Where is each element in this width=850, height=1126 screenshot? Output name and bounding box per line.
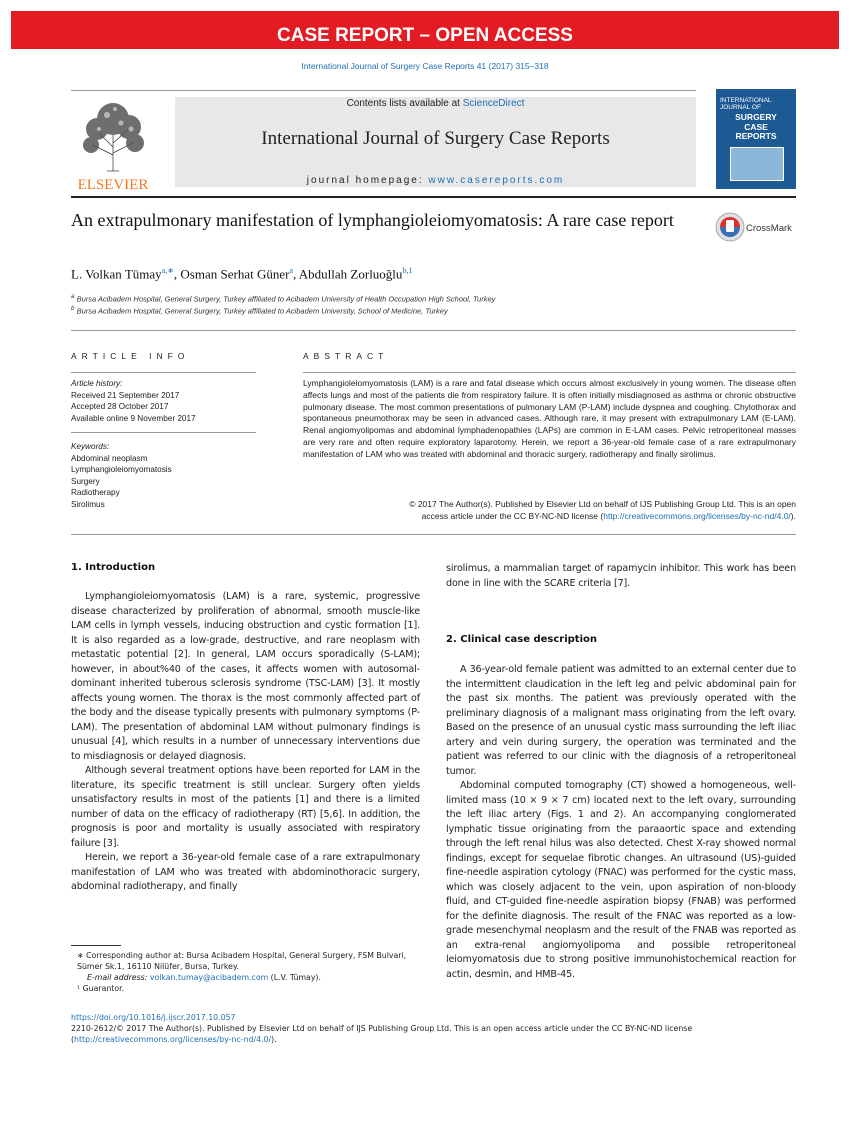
journal-title[interactable]: International Journal of Surgery Case Reports <box>261 128 610 149</box>
email-link[interactable]: volkan.tumay@acibadem.com <box>149 973 269 982</box>
footer-license-link[interactable]: http://creativecommons.org/licenses/by-nc-nd/4.0/ <box>74 1035 272 1044</box>
history-item: Received 21 September 2017 <box>71 390 180 400</box>
email-suffix: (L.V. Tümay). <box>268 973 321 982</box>
author-name[interactable]: Osman Serhat Güner <box>180 266 290 282</box>
affiliation-text: Bursa Acibadem Hospital, General Surgery, Turkey affiliated to Acibadem University, School of Medicine, Turkey <box>76 306 448 316</box>
author-affiliation-mark[interactable]: b,1 <box>402 266 413 275</box>
crossmark-badge[interactable] <box>715 212 799 242</box>
intro-continued <box>446 562 796 591</box>
paragraph: Abdominal computed tomography (CT) showed a homogeneous, well-limited mass (10 × 9 × 7 cm) located next to the left ovary, surrounding the left iliac artery (Figs. 1 and 2). An accompanying conglomerated lymphatic tissue originating from the paraaortic space and extending through the left renal hilus was also detected. Chest X-ray showed normal findings, except for sequelae fibrotic changes. An ultrasound (US)-guided fine-needle aspiration cytology (FNAC) was performed for the cystic mass, which was closely adjacent to the vein, upon aspiration of non-bloody fluid, and CT-guided fine-needle aspiration biopsy (FNAB) was performed for the definite diagnosis. The result of the FNAC was reported as a low-grade mesenchymal neoplasm and the result of the FNAB was reported as an extra-renal angiomyolipoma and possible retroperitoneal leiomyomatosis due to strong positive immunohistochemical reaction for actin, desmin, and HMB-45. <box>446 780 796 980</box>
footer-license-text: 2210-2612/© 2017 The Author(s). Published by Elsevier Ltd on behalf of IJS Publishing Group Ltd. This is an open access article under the CC BY-NC-ND license ( <box>71 1024 693 1044</box>
footer-license-end: ). <box>271 1035 277 1044</box>
abstract-rule <box>303 372 796 373</box>
affiliation <box>71 305 448 316</box>
publisher-logo-text: ELSEVIER <box>77 177 149 191</box>
footnote-rule <box>71 945 121 946</box>
journal-cover-thumbnail[interactable] <box>716 89 796 189</box>
info-top-rule <box>71 330 796 331</box>
keyword: Lymphangioleiomyomatosis <box>71 465 172 474</box>
cover-small-title <box>720 97 772 111</box>
cover-line: SURGERY <box>735 112 777 122</box>
info-rule <box>71 372 256 373</box>
page-footer <box>71 1012 796 1045</box>
cover-line: INTERNATIONAL <box>720 97 772 104</box>
paragraph: Although several treatment options have been reported for LAM in the literature, its specific treatment is still unclear. Surgery often yields unsatisfactory results in most of the patients [1] and there is a limited number of data on the efficacy of radiotherapy (RT) [5,6]. In addition, the prognosis is poor and mortality is usually associated with respiratory failure [3]. <box>71 765 420 849</box>
sciencedirect-link[interactable]: ScienceDirect <box>462 98 525 109</box>
info-rule <box>71 432 256 433</box>
cover-line: CASE <box>744 121 768 132</box>
crossmark-label: CrossMark <box>746 223 792 234</box>
cover-line: REPORTS <box>735 131 777 141</box>
open-access-banner: CASE REPORT – OPEN ACCESS <box>11 11 839 49</box>
journal-citation-link[interactable]: International Journal of Surgery Case Reports 41 (2017) 315–318 <box>301 61 549 71</box>
clinical-case-body <box>446 663 796 982</box>
section-heading-clinical-case: 2. Clinical case description <box>446 634 597 645</box>
contents-prefix: Contents lists available at <box>346 98 463 109</box>
copyright-end: ). <box>790 510 796 521</box>
cover-image-icon <box>730 147 784 181</box>
history-label: Article history: <box>71 379 123 388</box>
homepage-line <box>175 175 696 186</box>
article-title: An extrapulmonary manifestation of lymphangioleiomyomatosis: A rare case report <box>71 210 674 230</box>
paragraph: Lymphangioleiomyomatosis (LAM) is a rare, systemic, progressive disease characterized by proliferation of abnormal, smooth muscle-like LAM cells in lymph vessels, inducing obstruction and cystic formation [1]. It is also regarded as a low-grade, destructive, and rare neoplasm with metastatic potential [2]. In general, LAM occurs sporadically (S-LAM); however, in about%40 of the cases, it affects women with autosomal-dominant inherited tuberous sclerosis syndrome (TSC-LAM) [3]. It mostly affects young women. The thorax is the most commonly affected part of the body and the disease typically presents with pulmonary symptoms (P-LAM). The presentation of abdominal LAM without pulmonary findings is unusual [4], which results in a number of unnecessary interventions due to misdiagnosis or delayed diagnosis. <box>71 591 420 762</box>
elsevier-tree-icon <box>71 95 155 191</box>
keyword: Radiotherapy <box>71 488 120 497</box>
affiliation-text: Bursa Acibadem Hospital, General Surgery, Turkey affiliated to Acibadem University of Health Occupation High School, Turkey <box>76 294 496 304</box>
header-top-rule <box>71 90 696 91</box>
keywords-label: Keywords: <box>71 442 110 451</box>
header-bottom-rule <box>71 196 796 198</box>
contents-line <box>175 98 696 109</box>
affiliation-mark: a <box>71 293 75 300</box>
keyword: Abdominal neoplasm <box>71 453 148 463</box>
paragraph: sirolimus, a mammalian target of rapamycin inhibitor. This work has been done in line with the SCARE criteria [7]. <box>446 563 796 589</box>
footnotes <box>71 950 420 994</box>
corresponding-author-note: ∗ Corresponding author at: Bursa Acibadem Hospital, General Surgery, FSM Bulvari, Sümer Sk.1, 16110 Nilüfer, Bursa, Turkey. <box>77 951 407 971</box>
intro-body <box>71 590 420 895</box>
abstract-text: Lymphangioleiomyomatosis (LAM) is a rare and fatal disease which occurs almost exclusively in young women. The disease often affects lungs and most of the patients die from respiratory failure. It is often initially misdiagnosed as asthma or chronic obstructive pulmonary disease. The most common presentations of pulmonary LAM (P-LAM) include dyspnea and coughing. Chylothorax and spontaneous pneumothorax may be seen in advanced cases. Although rare, it may present with extrapulmonary LAM (E-LAM). Renal angiomyolipomas and abdominal lymphadenopathies (LAPs) are common in E-LAM cases. Pelvic retroperitoneal masses are very rare and often require exploratory laparotomy. Herein, we report a 36-year-old female case of a rare extrapulmonary manifestation of LAM who was treated with abdominal and thoracic surgery, radiotherapy and finally sirolimus. <box>303 378 796 459</box>
license-link[interactable]: http://creativecommons.org/licenses/by-nc-nd/4.0/ <box>603 510 791 521</box>
abstract-bottom-rule <box>71 534 796 535</box>
history-item: Accepted 28 October 2017 <box>71 402 169 411</box>
elsevier-logo[interactable] <box>71 95 155 191</box>
keyword: Surgery <box>71 476 100 486</box>
guarantor-note: ¹ Guarantor. <box>77 984 125 993</box>
email-label: E-mail address: <box>87 973 150 982</box>
cover-line: JOURNAL OF <box>720 104 761 111</box>
homepage-link[interactable]: www.casereports.com <box>428 175 565 186</box>
author-list: L. Volkan Tümay$^{a,∗}$, Osman Serhat Güner$^a$, Abdullah Zorluoğlu$^{b,1}$ <box>71 266 413 282</box>
copyright-line: access article under the CC BY-NC-ND license ( <box>421 510 604 521</box>
article-history <box>71 378 261 424</box>
doi-link[interactable]: https://doi.org/10.1016/j.ijscr.2017.10.057 <box>71 1013 236 1022</box>
paragraph: A 36-year-old female patient was admitted to an external center due to the intermittent claudication in the left leg and pelvic abdominal pain for the past six months. The patient was previously operated with the preliminary diagnosis of a malignant mass originating from the left ovary. Based on the presence of an unusual cystic mass surrounding the left iliac artery and vein during surgery, the operation was terminated and the patient was referred to our clinic with the diagnosis of a retroperitoneal tumor. <box>446 664 796 777</box>
abstract-copyright <box>303 499 796 523</box>
affiliation <box>71 293 495 304</box>
cover-big-title <box>728 113 784 142</box>
keywords <box>71 441 261 510</box>
homepage-prefix: journal homepage: <box>306 175 429 186</box>
abstract-label: ABSTRACT <box>303 351 389 361</box>
author-affiliation-mark[interactable]: a <box>289 266 293 275</box>
section-heading-introduction: 1. Introduction <box>71 562 156 573</box>
paragraph: Herein, we report a 36-year-old female case of a rare extrapulmonary manifestation of LAM who was treated with abdominothoracic surgery, abdominal radiotherapy, and finally <box>71 852 420 892</box>
author-name[interactable]: Abdullah Zorluoğlu <box>298 266 403 282</box>
crossmark-icon <box>715 212 799 242</box>
copyright-line: © 2017 The Author(s). Published by Elsevier Ltd on behalf of IJS Publishing Group Ltd. This is an open <box>409 499 796 509</box>
affiliation-mark: b <box>71 305 75 312</box>
keyword: Sirolimus <box>71 499 105 509</box>
history-item: Available online 9 November 2017 <box>71 413 196 423</box>
author-affiliation-mark[interactable]: a,∗ <box>161 266 174 275</box>
author-name[interactable]: L. Volkan Tümay <box>71 266 162 282</box>
article-info-label: ARTICLE INFO <box>71 351 190 361</box>
